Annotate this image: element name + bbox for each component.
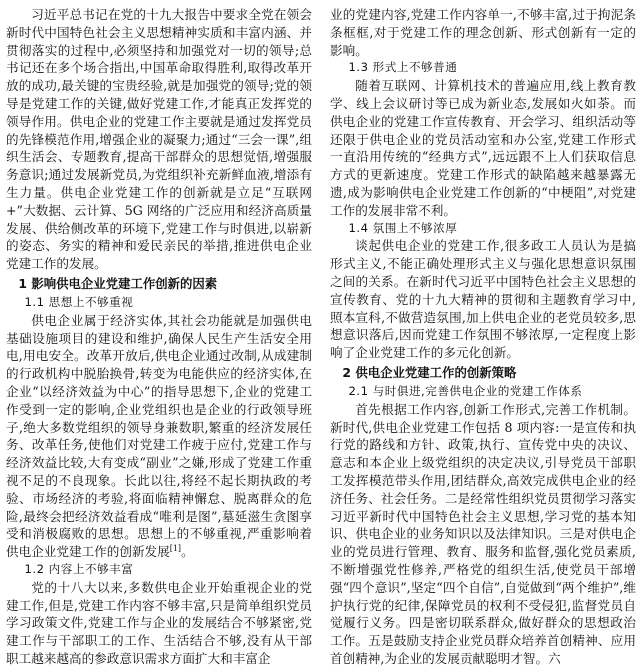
subsection-1-3-heading: 1.3 形式上不够普通 — [348, 60, 458, 75]
subsection-1-2-heading: 1.2 内容上不够丰富 — [24, 561, 134, 576]
subsection-1-2-paragraph-continued: 业的党建内容,党建工作内容单一,不够丰富,过于拘泥条条框框,对于党建工作的理念创新、形式创新有一定的影响。 — [330, 7, 636, 58]
subsection-1-3-paragraph: 随着互联网、计算机技术的普遍应用,线上教育教学、线上会议研讨等已成为新业态,发展如火如荼。而供电企业的党建工作宣传教育、开会学习、组织活动等还限于供电企业的党员活动室和办公室,党建工作形式一直沿用传统的“经典方式”,远远跟不上人们获取信息方式的更新速度。党建工作形式的缺陷越来越暴露无遗,成为影响供电企业党建工作创新的“中梗阻”,对党建工作的发展非常不利。 — [330, 78, 636, 218]
section-1-heading: 1 影响供电企业党建工作创新的因素 — [18, 275, 218, 291]
subsection-1-2-paragraph: 党的十八大以来,多数供电企业开始重视企业的党建工作,但是,党建工作内容不够丰富,只是简单组织党员学习政策文件,党建工作与企业的发展结合不够紧密,党建工作与干部职工的工作、生活结合不够,没有从干部职工越来越高的参政意识需求方面扩大和丰富企 — [6, 579, 312, 666]
subsection-1-1-heading: 1.1 思想上不够重视 — [24, 294, 134, 309]
subsection-1-1-paragraph — [6, 312, 312, 561]
section-2-heading: 2 供电企业党建工作的创新策略 — [342, 364, 517, 380]
left-column — [6, 6, 312, 668]
subsection-1-1-tail: 。 — [181, 544, 194, 560]
subsection-1-4-paragraph: 谈起供电企业的党建工作,很多政工人员认为是搞形式主义,不能正确处理形式主义与强化思想意识氛围之间的关系。在新时代习近平中国特色社会主义思想的宣传教育、党的十九大精神的贯彻和主题教育学习中,照本宣科,不做营造氛围,加上供电企业的老党员较多,思想意识落后,因而党建工作氛围不够浓厚,一定程度上影响了企业党建工作的多元化创新。 — [330, 238, 636, 361]
citation-ref: [1] — [169, 543, 182, 553]
right-column — [330, 6, 636, 668]
subsection-1-1-text: 供电企业属于经济实体,其社会功能就是加强供电基础设施项目的建设和维护,确保人民生产生活安全用电,用电安全。改革开放后,供电企业通过改制,从成建制的行政机构中脱胎换骨,转变为电能供应的经济实体,在企业“以经济效益为中心”的指导思想下,企业的党建工作受到一定的影响,企业党组织也是企业的行政领导班子,绝大多数党组织的领导身兼数职,繁重的经济发展任务、改革任务,使他们对党建工作疲于应付,党建工作与经济效益比较,大有变成“副业”之嫌,形成了党建工作重视不足的不良现象。长此以往,将经不起长期执政的考验、市场经济的考验,将面临精神懈怠、脱离群众的危险,最终会把经济效益看成“唯利是图”,墓延滋生贪图享受和消极腐败的思想。思想上的不够重视,严重影响着供电企业党建工作的创新发展 — [6, 312, 312, 560]
subsection-2-1-paragraph: 首先根据工作内容,创新工作形式,完善工作机制。新时代,供电企业党建工作包括 8 项内容:一是宣传和执行党的路线和方针、政策,执行、宣传党中央的决议、意志和本企业上级党组织的决定决议,引导党员干部职工发挥模范带头作用,团结群众,高效完成供电企业的经济任务、社会任务。二是经常性组织党员贯彻学习落实习近平新时代中国特色社会主义思想,学习党的基本知识、供电企业的业务知识以及法律知识。三是对供电企业的党员进行管理、教育、服务和监督,强化党员素质,不断增强党性修养,严格党的组织生活,使党员干部增强“四个意识”,坚定“四个自信”,自觉做到“两个维护”,维护执行党的纪律,保障党员的权利不受侵犯,监督党员自觉履行义务。四是密切联系群众,做好群众的思想政治工作。五是鼓励支持企业党员群众培养首创精神、应用首创精神,为企业的发展贡献聪明才智。六 — [330, 401, 636, 666]
subsection-1-4-heading: 1.4 氛围上不够浓厚 — [348, 220, 458, 235]
subsection-2-1-heading: 2.1 与时俱进,完善供电企业的党建工作体系 — [348, 383, 583, 398]
intro-paragraph: 习近平总书记在党的十九大报告中要求全党在领会新时代中国特色社会主义思想精神实质和丰富内涵、并贯彻落实的过程中,必须坚持和加强党对一切的领导;总书记还在多个场合指出,中国革命取得胜利,取得改革开放的成功,最关键的宝贵经验,就是加强党的领导;党的领导是党建工作的关键,做好党建工作,才能真正发挥党的领导作用。供电企业的党建工作主要就是通过发挥党员的先锋模范作用,增强企业的凝聚力;通过“三会一课”,组织生活会、专题教育,提高干部群众的思想觉悟,增强服务意识;通过发展新党员,为党组织补充新鲜血液,增添有生力量。供电企业党建工作的创新就是立足“互联网+”大数据、云计算、5G 网络的广泛应用和经济高质量发展、供给侧改革的环境下,党建工作与时俱进,以崭新的姿态、务实的精神和爱民亲民的举措,推进供电企业党建工作的发展。 — [6, 7, 312, 272]
